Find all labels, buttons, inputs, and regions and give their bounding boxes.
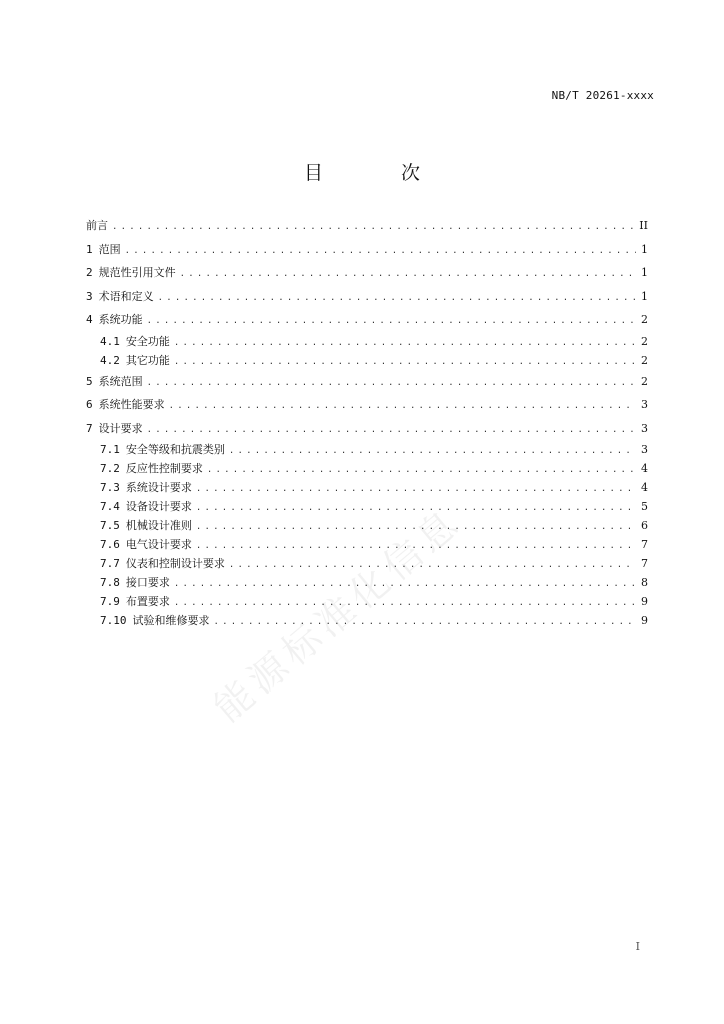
toc-entry-title: 范围 [98,242,121,256]
dot-leader [158,287,636,311]
toc-entry-title: 系统范围 [98,374,143,388]
toc-entry-number: 7.9 [100,595,120,608]
toc-page-number: 4 [641,481,648,494]
toc-entry[interactable] [86,308,648,332]
toc-page-number: 2 [641,334,648,348]
toc-entry-number: 7.1 [100,443,120,456]
toc-page-number: 5 [641,500,648,513]
toc-entry-number: 4.2 [100,353,120,367]
toc-page-number: II [639,219,648,232]
toc-entry-number: 7.4 [100,500,120,513]
toc-entry-title: 接口要求 [125,576,170,589]
dot-leader [207,461,636,480]
toc-entry-title: 机械设计准则 [125,519,192,532]
toc-entry-title: 规范性引用文件 [98,266,176,279]
toc-page-number: 8 [641,576,648,589]
dot-leader [180,263,636,287]
toc-page-number: 9 [641,595,648,608]
toc-entry-title: 电气设计要求 [125,538,192,551]
dot-leader [174,594,636,613]
toc-entry-title: 安全功能 [125,334,170,348]
dot-leader [169,395,636,419]
toc-entry-title: 试验和维修要求 [132,614,210,627]
toc-entry-number: 7 [86,421,93,435]
toc-page-number: 1 [641,242,648,256]
toc-entry-number: 7.3 [100,481,120,494]
toc-page-number: 3 [641,443,648,456]
toc-entry-title: 术语和定义 [98,289,154,303]
dot-leader [147,372,636,396]
page-number: I [635,940,640,953]
toc-entry[interactable] [86,370,648,394]
toc-entry-number: 3 [86,289,93,303]
toc-entry-number: 7.10 [100,614,127,627]
toc-entry[interactable] [86,285,648,309]
toc-page-number: 4 [641,462,648,475]
toc-page-number: 2 [641,374,648,388]
toc-entry-number: 2 [86,266,93,279]
toc-entry-title: 前言 [86,219,108,232]
dot-leader [147,419,636,443]
toc-subentry[interactable] [86,478,648,497]
toc-subentry[interactable] [86,516,648,535]
toc-page-number: 1 [641,289,648,303]
toc-page-number: 3 [641,421,648,435]
toc-entry[interactable] [86,393,648,417]
toc-page-number: 3 [641,398,648,411]
toc-entry-title: 布置要求 [125,595,170,608]
toc-entry-number: 7.8 [100,576,120,589]
toc-entry[interactable] [86,238,648,262]
dot-leader [112,216,635,240]
toc-entry-number: 6 [86,398,93,411]
page-title: 目 次 [303,162,457,184]
toc-entry-title: 仪表和控制设计要求 [125,557,225,570]
standard-code: NB/T 20261-xxxx [551,89,654,102]
dot-leader [147,310,636,334]
toc-entry-title: 系统设计要求 [125,481,192,494]
watermark: 能源标准化信息 [205,498,471,731]
toc-entry-number: 4 [86,313,93,326]
toc-entry-title: 其它功能 [125,353,170,367]
toc-page-number: 2 [641,313,648,326]
toc-entry-number: 1 [86,242,93,256]
toc-entry-title: 反应性控制要求 [125,462,203,475]
toc-entry-number: 7.7 [100,557,120,570]
toc-entry[interactable] [86,417,648,441]
toc-entry-number: 7.2 [100,462,120,475]
toc-page-number: 7 [641,538,648,551]
toc-subentry[interactable] [86,440,648,459]
toc-entry-title: 安全等级和抗震类别 [125,443,225,456]
toc-entry-title: 系统性能要求 [98,398,165,411]
dot-leader [125,240,636,264]
toc-entry-number: 5 [86,374,93,388]
toc-page-number: 2 [641,353,648,367]
toc-page-number: 6 [641,519,648,532]
toc-subentry[interactable] [86,497,648,516]
toc-subentry[interactable] [86,351,648,370]
toc-entry-title: 系统功能 [98,313,143,326]
dot-leader [174,353,636,372]
toc-entry-title: 设备设计要求 [125,500,192,513]
toc-entry-number: 7.6 [100,538,120,551]
toc-page-number: 1 [641,266,648,279]
toc-entry-number: 4.1 [100,334,120,348]
toc-subentry[interactable] [86,459,648,478]
toc-entry[interactable] [86,214,648,238]
toc-entry-title: 设计要求 [98,421,143,435]
toc-subentry[interactable] [86,332,648,351]
dot-leader [174,334,636,353]
toc-page-number: 9 [641,614,648,627]
toc-page-number: 7 [641,557,648,570]
toc-entry-number: 7.5 [100,519,120,532]
dot-leader [196,480,636,499]
dot-leader [229,442,636,461]
toc-entry[interactable] [86,261,648,285]
